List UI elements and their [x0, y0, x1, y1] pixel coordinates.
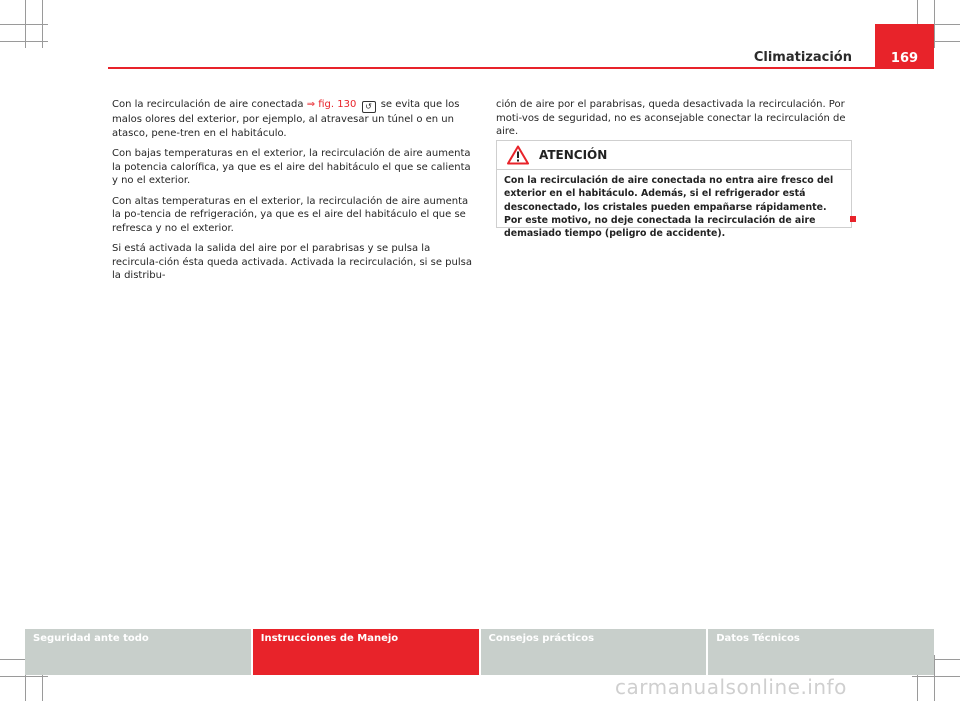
paragraph-text: Con la recirculación de aire conectada [112, 99, 307, 110]
recirculation-icon: ↺ [362, 101, 376, 113]
paragraph: Con bajas temperaturas en el exterior, la recirculación de aire aumenta la potencia calorífica, ya que es el aire del habitáculo el que se calienta y no el exterior. [112, 148, 471, 186]
crop-mark [0, 41, 48, 42]
section-title: Climatización [753, 50, 852, 65]
crop-mark [912, 676, 960, 677]
watermark: carmanualsonline.info [615, 675, 847, 699]
right-column [496, 98, 858, 146]
crop-mark [934, 655, 935, 701]
nav-tab-datos-tecnicos[interactable]: Datos Técnicos [708, 629, 934, 675]
footer-nav [25, 629, 934, 675]
section-end-marker [850, 216, 856, 222]
left-column [112, 98, 472, 290]
warning-header [497, 141, 851, 170]
paragraph: Si está activada la salida del aire por el parabrisas y se pulsa la recircula-ción ésta queda activada. Activada la recirculación, si se pulsa la distribu- [112, 243, 472, 281]
crop-mark [0, 24, 48, 25]
figure-reference-link[interactable]: ⇒ fig. 130 [306, 99, 357, 110]
page-number: 169 [875, 24, 934, 69]
warning-box [496, 140, 852, 240]
paragraph: Con altas temperaturas en el exterior, la recirculación de aire aumenta la po-tencia de refrigeración, ya que es el aire del habitáculo el que se refresca y no el exterior. [112, 195, 469, 234]
nav-tab-instrucciones[interactable]: Instrucciones de Manejo [253, 629, 479, 675]
header-divider [108, 67, 934, 69]
crop-mark [0, 676, 48, 677]
nav-tab-consejos[interactable]: Consejos prácticos [481, 629, 707, 675]
warning-text: Con la recirculación de aire conectada no entra aire fresco del exterior en el habitáculo. Además, si el refrigerador está desconectado, los cristales pueden empañarse rápidamente. Por este motivo, no deje conectada la recirculación de aire demasiado tiempo (peligro de accidente). [504, 175, 834, 240]
paragraph [112, 98, 472, 140]
warning-triangle-icon [507, 145, 529, 165]
paragraph: ción de aire por el parabrisas, queda desactivada la recirculación. Por moti-vos de seguridad, no es aconsejable conectar la recirculación de aire. [496, 99, 846, 137]
nav-tab-seguridad[interactable]: Seguridad ante todo [25, 629, 251, 675]
warning-title: ATENCIÓN [539, 148, 608, 162]
paragraph-text: se evita que los malos olores del exterior, por ejemplo, al atravesar un túnel o en un atasco, pene-tren en el habitáculo. [112, 99, 460, 139]
